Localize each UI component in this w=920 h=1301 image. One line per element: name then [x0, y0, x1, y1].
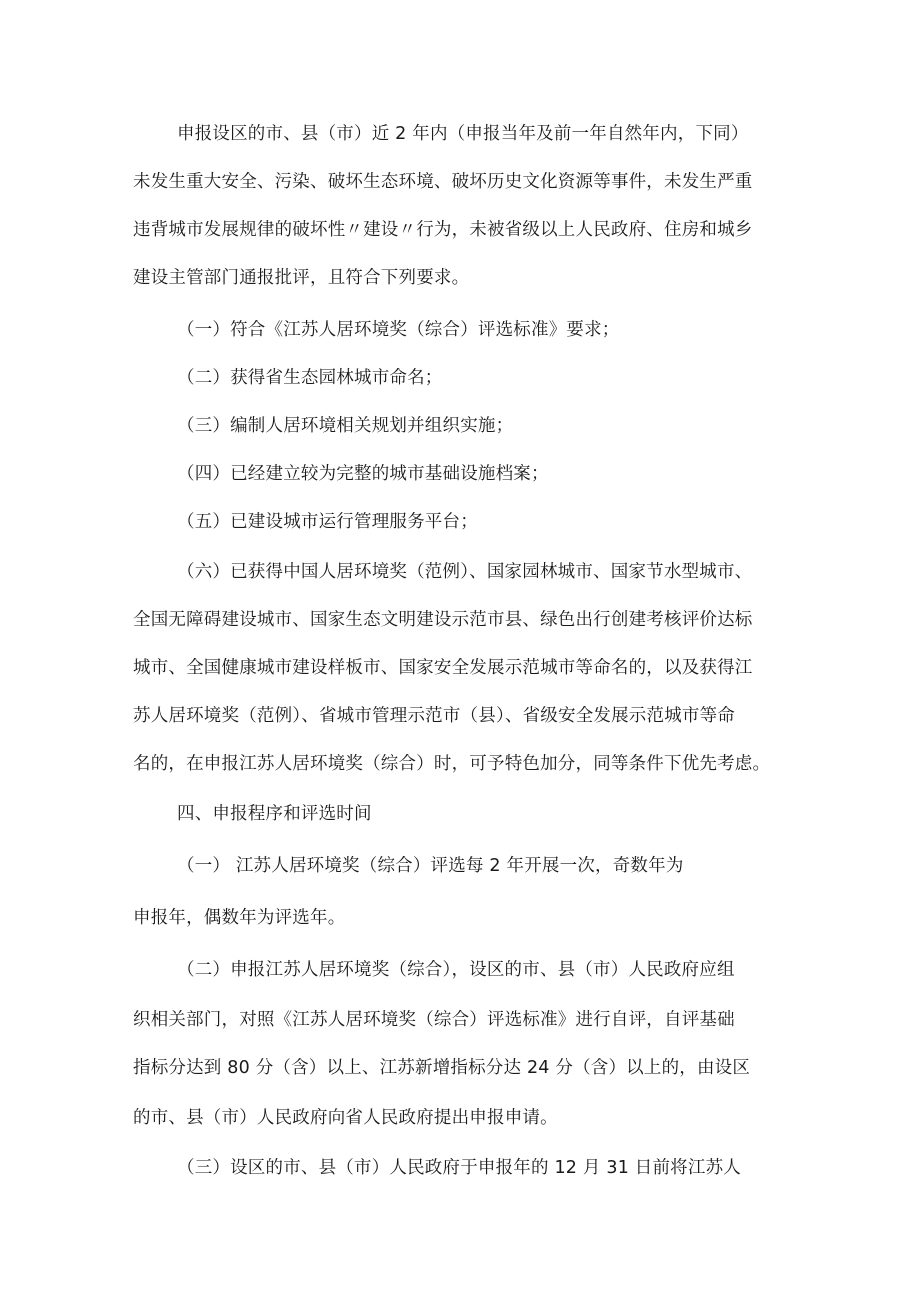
- list-item: （一）符合《江苏人居环境奖（综合）评选标准》要求；: [177, 320, 620, 340]
- paragraph-line: （三）设区的市、县（市）人民政府于申报年的 12 月 31 日前将江苏人: [177, 1158, 741, 1178]
- paragraph-line: 城市、全国健康城市建设样板市、国家安全发展示范城市等命名的，以及获得江: [133, 658, 753, 678]
- paragraph-line: 申报设区的市、县（市）近 2 年内（申报当年及前一年自然年内，下同）: [177, 124, 749, 144]
- paragraph-line: 建设主管部门通报批评，且符合下列要求。: [133, 268, 470, 288]
- list-item: （五）已建设城市运行管理服务平台；: [177, 512, 478, 532]
- paragraph-line: 名的，在申报江苏人居环境奖（综合）时，可予特色加分，同等条件下优先考虑。: [133, 754, 771, 774]
- list-item: （二）获得省生态园林城市命名；: [177, 368, 443, 388]
- list-item: （三）编制人居环境相关规划并组织实施；: [177, 416, 514, 436]
- paragraph-line: 苏人居环境奖（范例）、省城市管理示范市（县）、省级安全发展示范城市等命: [133, 706, 735, 726]
- paragraph-line: （一） 江苏人居环境奖（综合）评选每 2 年开展一次，奇数年为: [177, 856, 684, 876]
- paragraph-line: （二）申报江苏人居环境奖（综合），设区的市、县（市）人民政府应组: [177, 960, 735, 980]
- paragraph-line: 织相关部门，对照《江苏人居环境奖（综合）评选标准》进行自评，自评基础: [133, 1010, 735, 1030]
- list-item: （四）已经建立较为完整的城市基础设施档案；: [177, 464, 549, 484]
- paragraph-line: 指标分达到 80 分（含）以上、江苏新增指标分达 24 分（含）以上的，由设区: [133, 1058, 751, 1078]
- paragraph-line: 申报年，偶数年为评选年。: [133, 908, 346, 928]
- paragraph-line: 全国无障碍建设城市、国家生态文明建设示范市县、绿色出行创建考核评价达标: [133, 610, 753, 630]
- paragraph-line: 违背城市发展规律的破坏性〃建设〃行为，未被省级以上人民政府、住房和城乡: [133, 220, 753, 240]
- paragraph-line: 的市、县（市）人民政府向省人民政府提出申报申请。: [133, 1108, 558, 1128]
- paragraph-line: 未发生重大安全、污染、破坏生态环境、破坏历史文化资源等事件，未发生严重: [133, 172, 753, 192]
- section-heading: 四、申报程序和评选时间: [177, 804, 372, 824]
- list-item: （六）已获得中国人居环境奖（范例）、国家园林城市、国家节水型城市、: [177, 562, 753, 582]
